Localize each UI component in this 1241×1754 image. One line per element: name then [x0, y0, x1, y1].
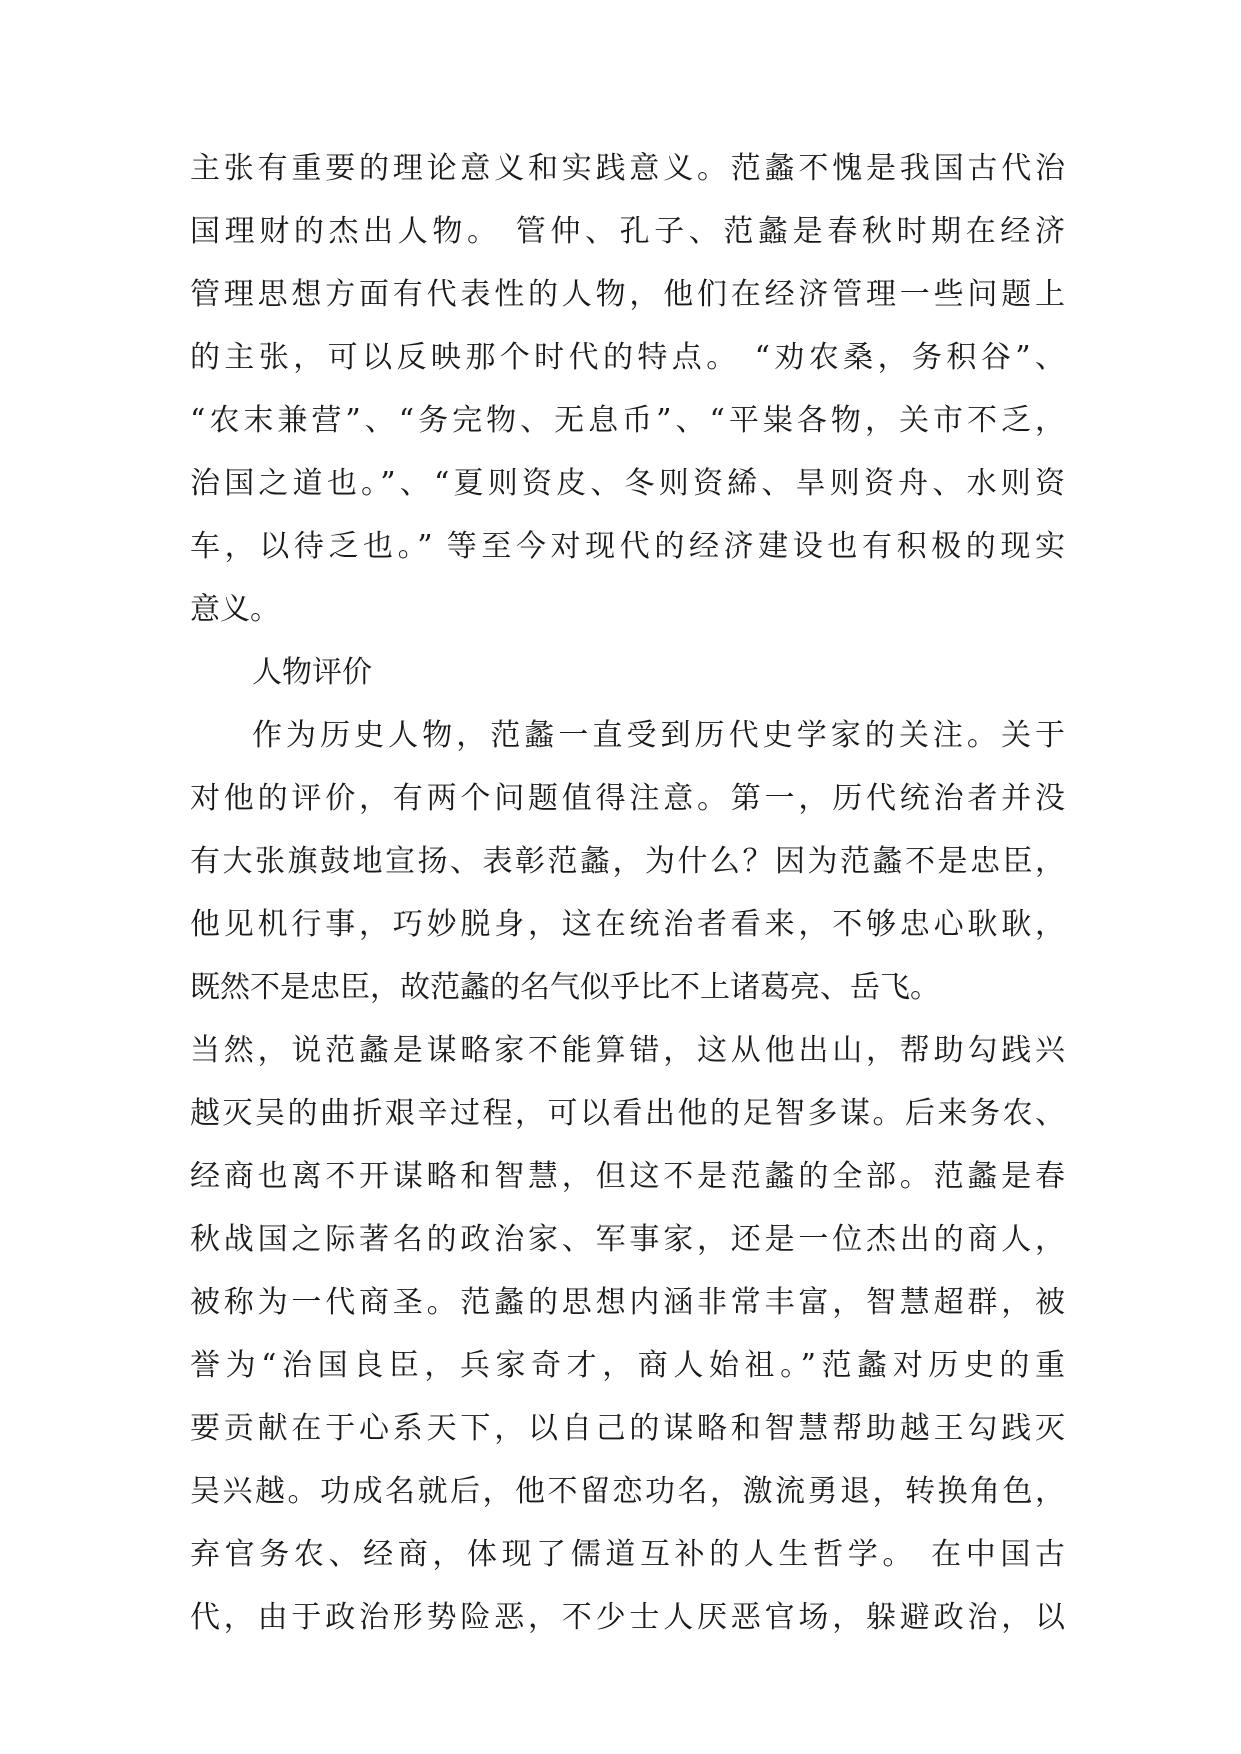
body-text-line: 作为历史人物，范蠡一直受到历代史学家的关注。关于 [252, 718, 1065, 753]
body-text-line: 弃官务农、经商，体现了儒道互补的人生哲学。 在中国古 [190, 1537, 1065, 1572]
body-text-line: 秋战国之际著名的政治家、军事家，还是一位杰出的商人， [190, 1222, 1065, 1257]
body-text-line: “农末兼营”、“务完物、无息币”、“平粜各物，关市不乏， [190, 403, 1065, 438]
body-text-line: 有大张旗鼓地宣扬、表彰范蠡，为什么？因为范蠡不是忠臣， [190, 844, 1065, 879]
body-text-line: 要贡献在于心系天下，以自己的谋略和智慧帮助越王勾践灭 [190, 1411, 1065, 1446]
body-text-line: 治国之道也。”、“夏则资皮、冬则资絺、旱则资舟、水则资 [190, 466, 1065, 501]
body-text-line: 他见机行事，巧妙脱身，这在统治者看来，不够忠心耿耿， [190, 907, 1065, 942]
body-text-line: 既然不是忠臣，故范蠡的名气似乎比不上诸葛亮、岳飞。 [190, 970, 940, 1005]
body-text-line: 吴兴越。功成名就后，他不留恋功名，激流勇退，转换角色， [190, 1474, 1065, 1509]
body-text-line: 被称为一代商圣。范蠡的思想内涵非常丰富，智慧超群，被 [190, 1285, 1065, 1320]
body-text-line: 经商也离不开谋略和智慧，但这不是范蠡的全部。范蠡是春 [190, 1159, 1065, 1194]
section-heading: 人物评价 [252, 655, 372, 690]
body-text-line: 国理财的杰出人物。 管仲、孔子、范蠡是春秋时期在经济 [190, 214, 1065, 249]
body-text-line: 当然，说范蠡是谋略家不能算错，这从他出山，帮助勾践兴 [190, 1033, 1065, 1068]
body-text-line: 对他的评价，有两个问题值得注意。第一，历代统治者并没 [190, 781, 1065, 816]
body-text-line: 主张有重要的理论意义和实践意义。范蠡不愧是我国古代治 [190, 151, 1065, 186]
body-text-line: 誉为“治国良臣，兵家奇才，商人始祖。”范蠡对历史的重 [190, 1348, 1065, 1383]
body-text-line: 意义。 [190, 592, 280, 627]
body-text-line: 车，以待乏也。” 等至今对现代的经济建设也有积极的现实 [190, 529, 1065, 564]
body-text-line: 越灭吴的曲折艰辛过程，可以看出他的足智多谋。后来务农、 [190, 1096, 1065, 1131]
body-text-line: 的主张，可以反映那个时代的特点。 “劝农桑，务积谷”、 [190, 340, 1065, 375]
body-text-line: 代，由于政治形势险恶，不少士人厌恶官场，躲避政治，以 [190, 1600, 1065, 1635]
body-text-line: 管理思想方面有代表性的人物，他们在经济管理一些问题上 [190, 277, 1065, 312]
